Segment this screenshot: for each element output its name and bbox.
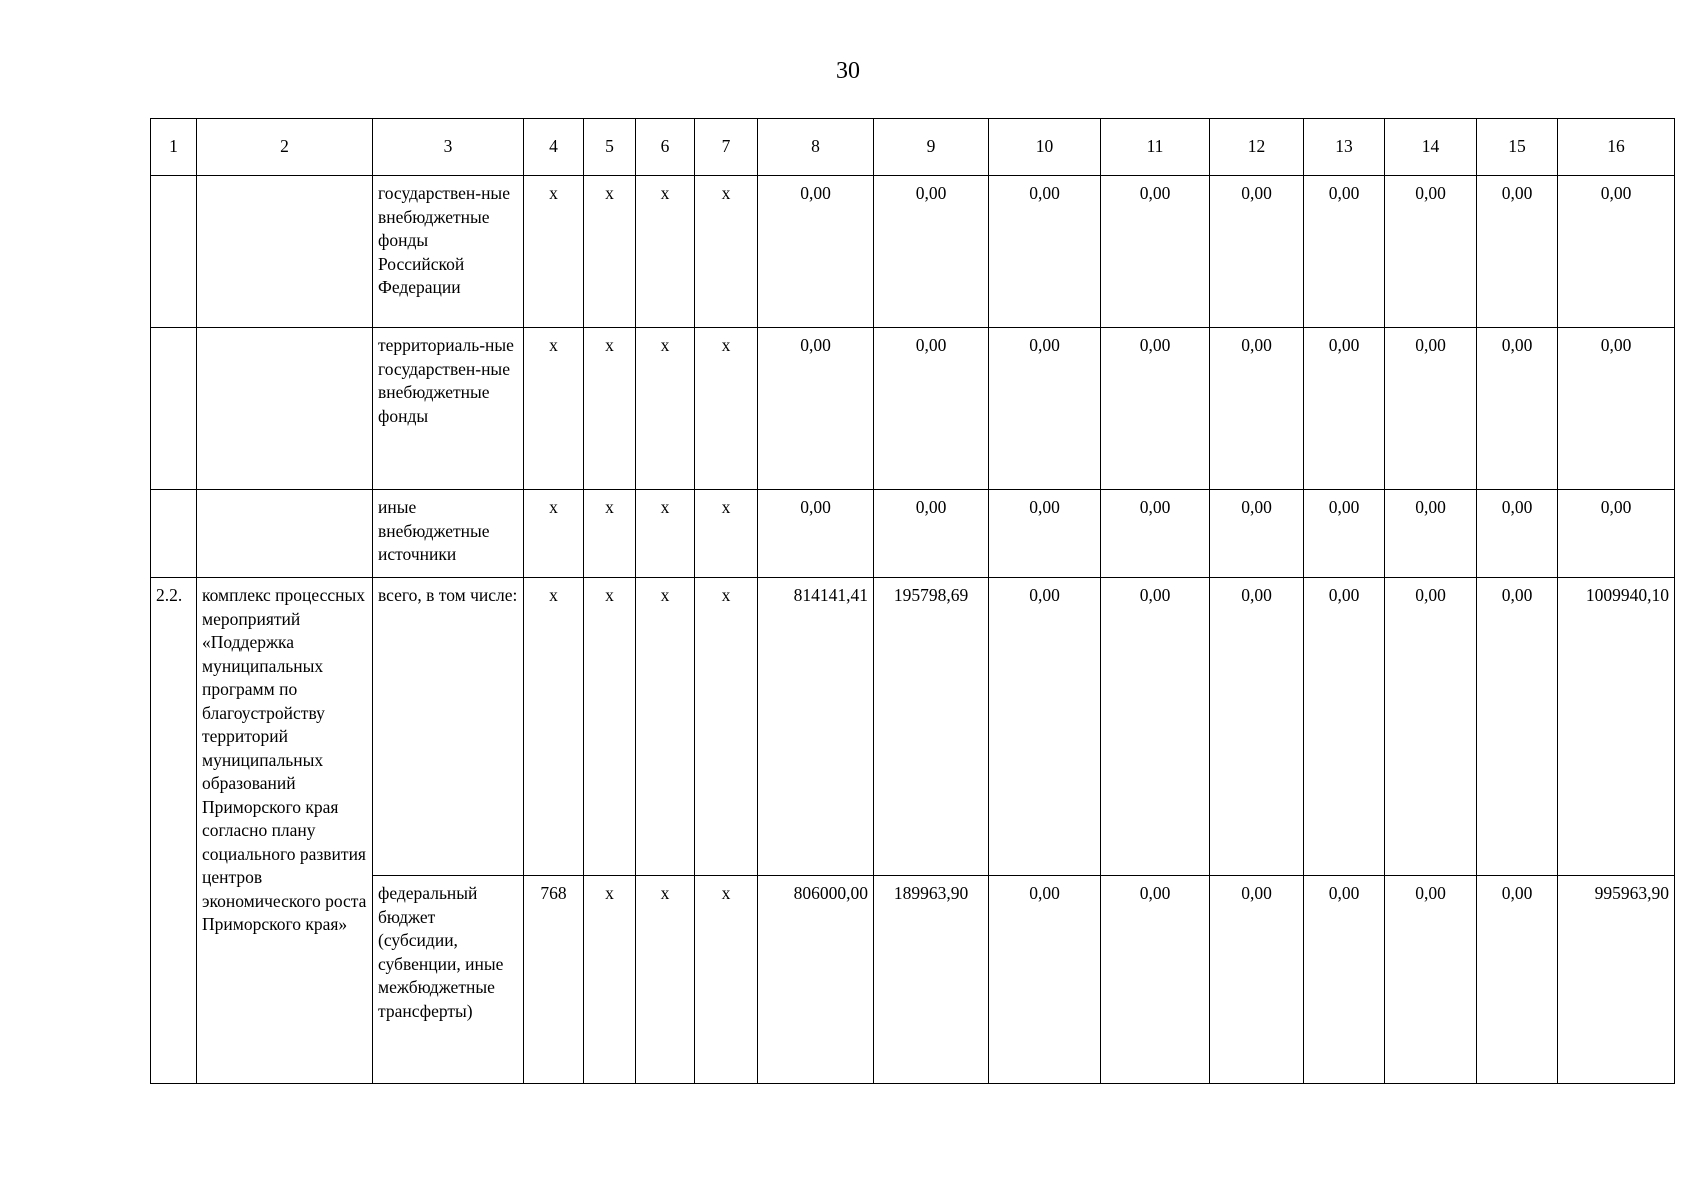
table-row — [151, 328, 1675, 490]
table-cell: х — [636, 490, 695, 578]
column-number: 9 — [874, 119, 989, 176]
table-cell: х — [636, 176, 695, 328]
value-cell: 0,00 — [1210, 578, 1304, 876]
table-row — [151, 490, 1675, 578]
table-cell: х — [695, 876, 758, 1084]
value-cell: 806000,00 — [758, 876, 874, 1084]
value-cell: 0,00 — [874, 490, 989, 578]
table-cell: х — [695, 578, 758, 876]
column-number: 14 — [1385, 119, 1477, 176]
value-cell: 0,00 — [874, 328, 989, 490]
value-cell: 0,00 — [1385, 578, 1477, 876]
value-cell: 0,00 — [758, 176, 874, 328]
table-cell — [151, 490, 197, 578]
value-cell: 0,00 — [989, 176, 1101, 328]
value-cell: 0,00 — [1210, 176, 1304, 328]
column-number: 15 — [1477, 119, 1558, 176]
value-cell: 995963,90 — [1558, 876, 1675, 1084]
table-cell: 768 — [524, 876, 584, 1084]
value-cell: 0,00 — [1304, 328, 1385, 490]
table-row — [151, 176, 1675, 328]
table-cell — [151, 176, 197, 328]
table-cell: х — [695, 176, 758, 328]
value-cell: 0,00 — [1385, 876, 1477, 1084]
value-cell: 0,00 — [874, 176, 989, 328]
value-cell: 0,00 — [1477, 578, 1558, 876]
column-number: 4 — [524, 119, 584, 176]
table-cell: х — [584, 328, 636, 490]
column-number: 2 — [197, 119, 373, 176]
column-number: 3 — [373, 119, 524, 176]
value-cell: 0,00 — [1477, 490, 1558, 578]
table-cell: х — [636, 328, 695, 490]
value-cell: 0,00 — [758, 328, 874, 490]
column-number: 16 — [1558, 119, 1675, 176]
table-cell — [197, 176, 373, 328]
value-cell: 0,00 — [1210, 328, 1304, 490]
table-cell: х — [695, 328, 758, 490]
column-numbers-row — [151, 119, 1675, 176]
table-cell: х — [695, 490, 758, 578]
table-cell: х — [524, 490, 584, 578]
value-cell: 0,00 — [1210, 876, 1304, 1084]
value-cell: 0,00 — [989, 578, 1101, 876]
value-cell: 0,00 — [1101, 176, 1210, 328]
column-number: 6 — [636, 119, 695, 176]
table-cell: х — [636, 578, 695, 876]
table-cell: х — [524, 328, 584, 490]
funding-source-cell: федеральный бюджет (субсидии, субвенции, иные межбюджетные трансферты) — [373, 876, 524, 1084]
value-cell: 0,00 — [1477, 176, 1558, 328]
funding-source-cell: территориаль-ные государствен-ные внебюджетные фонды — [373, 328, 524, 490]
table-cell: х — [636, 876, 695, 1084]
value-cell: 0,00 — [1558, 176, 1675, 328]
value-cell: 0,00 — [1558, 490, 1675, 578]
table-row — [151, 578, 1675, 876]
value-cell: 0,00 — [1101, 490, 1210, 578]
page-number: 30 — [836, 58, 860, 84]
table-cell — [197, 490, 373, 578]
funding-source-cell: иные внебюджетные источники — [373, 490, 524, 578]
column-number: 12 — [1210, 119, 1304, 176]
budget-table — [150, 118, 1675, 1084]
column-number: 10 — [989, 119, 1101, 176]
table-cell: х — [584, 578, 636, 876]
value-cell: 0,00 — [989, 876, 1101, 1084]
value-cell: 0,00 — [1304, 176, 1385, 328]
value-cell: 0,00 — [1477, 328, 1558, 490]
value-cell: 0,00 — [1304, 876, 1385, 1084]
item-name-cell: комплекс процессных мероприятий «Поддержка муниципальных программ по благоустройству территорий муниципальных образований Приморского края согласно плану социального развития центров экономического роста Приморского края» — [197, 578, 373, 1084]
value-cell: 195798,69 — [874, 578, 989, 876]
value-cell: 0,00 — [1385, 328, 1477, 490]
funding-source-cell: государствен-ные внебюджетные фонды Российской Федерации — [373, 176, 524, 328]
value-cell: 0,00 — [989, 490, 1101, 578]
table-cell: х — [584, 490, 636, 578]
value-cell: 0,00 — [1101, 876, 1210, 1084]
value-cell: 0,00 — [1477, 876, 1558, 1084]
funding-source-cell: всего, в том числе: — [373, 578, 524, 876]
table-cell — [197, 328, 373, 490]
column-number: 5 — [584, 119, 636, 176]
value-cell: 0,00 — [1210, 490, 1304, 578]
value-cell: 814141,41 — [758, 578, 874, 876]
column-number: 1 — [151, 119, 197, 176]
table-cell: х — [584, 876, 636, 1084]
value-cell: 189963,90 — [874, 876, 989, 1084]
value-cell: 0,00 — [1385, 176, 1477, 328]
table-cell: х — [584, 176, 636, 328]
item-number-cell: 2.2. — [151, 578, 197, 1084]
value-cell: 0,00 — [989, 328, 1101, 490]
table-cell: х — [524, 578, 584, 876]
table-row — [151, 876, 1675, 1084]
table-cell — [151, 328, 197, 490]
value-cell: 0,00 — [1304, 578, 1385, 876]
column-number: 13 — [1304, 119, 1385, 176]
value-cell: 0,00 — [1558, 328, 1675, 490]
value-cell: 0,00 — [1304, 490, 1385, 578]
column-number: 7 — [695, 119, 758, 176]
value-cell: 0,00 — [1385, 490, 1477, 578]
value-cell: 0,00 — [1101, 578, 1210, 876]
column-number: 8 — [758, 119, 874, 176]
column-number: 11 — [1101, 119, 1210, 176]
table-cell: х — [524, 176, 584, 328]
value-cell: 0,00 — [1101, 328, 1210, 490]
value-cell: 0,00 — [758, 490, 874, 578]
value-cell: 1009940,10 — [1558, 578, 1675, 876]
